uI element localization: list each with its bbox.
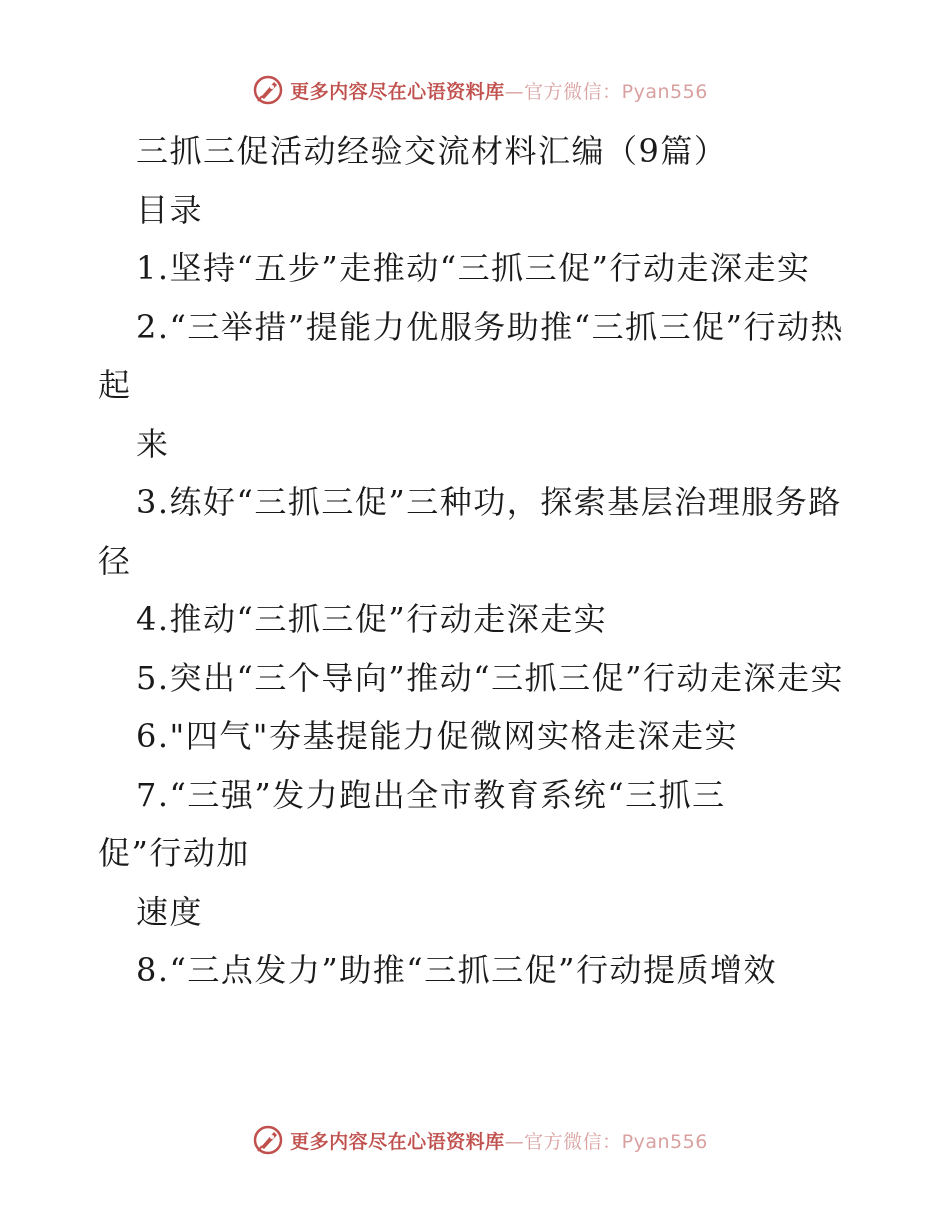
footer-banner-inner	[252, 1124, 708, 1156]
toc-item: 来	[136, 424, 170, 463]
toc-heading: 目录	[136, 190, 204, 229]
document-title: 三抓三促活动经验交流材料汇编（9篇）	[136, 132, 728, 170]
banner-text	[290, 1127, 708, 1154]
toc-item: 2.“三举措”提能力优服务助推“三抓三促”行动热起	[98, 307, 844, 404]
quill-pen-logo-icon	[252, 74, 284, 106]
banner-text	[290, 77, 708, 104]
footer-banner	[0, 1120, 950, 1160]
toc-item: 3.练好“三抓三促”三种功，探索基层治理服务路径	[98, 483, 842, 580]
toc-item: 8.“三点发力”助推“三抓三促”行动提质增效	[136, 951, 777, 989]
toc-list	[98, 239, 858, 1000]
toc-item: 速度	[136, 892, 204, 931]
toc-item: 5.突出“三个导向”推动“三抓三促”行动走深走实	[136, 658, 844, 697]
banner-highlight-text: 更多内容尽在心语资料库	[290, 1130, 505, 1153]
document-body	[98, 122, 858, 1000]
header-banner	[0, 70, 950, 110]
toc-item: 6."四气"夯基提能力促微网实格走深走实	[136, 717, 738, 755]
quill-pen-logo-icon	[252, 1124, 284, 1156]
toc-item: 1.坚持“五步”走推动“三抓三促”行动走深走实	[136, 249, 811, 287]
toc-item: 4.推动“三抓三促”行动走深走实	[136, 600, 608, 638]
header-banner-inner	[252, 74, 708, 106]
banner-rest-text: —官方微信：Pyan556	[504, 1130, 708, 1153]
toc-item: 7.“三强”发力跑出全市教育系统“三抓三	[136, 775, 726, 814]
banner-rest-text: —官方微信：Pyan556	[504, 80, 708, 103]
toc-item: 促”行动加	[98, 834, 250, 872]
banner-highlight-text: 更多内容尽在心语资料库	[290, 80, 505, 103]
